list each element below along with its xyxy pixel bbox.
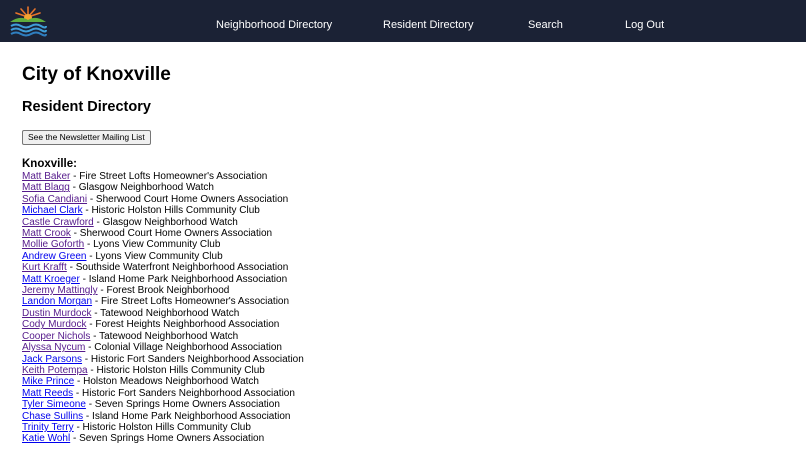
resident-association: - Tatewood Neighborhood Watch	[91, 307, 240, 319]
list-item	[22, 217, 784, 228]
list-item	[22, 376, 784, 387]
resident-association: - Seven Springs Home Owners Association	[70, 433, 265, 445]
resident-association: - Historic Holston Hills Community Club	[82, 205, 260, 217]
main-content	[0, 42, 806, 445]
list-item	[22, 194, 784, 205]
resident-association: - Forest Heights Neighborhood Association	[86, 319, 280, 331]
resident-name-link[interactable]: Landon Morgan	[22, 296, 93, 308]
resident-name-link[interactable]: Kurt Krafft	[22, 262, 67, 274]
resident-name-link[interactable]: Tyler Simeone	[22, 399, 86, 411]
resident-name-link[interactable]: Katie Wohl	[22, 433, 71, 445]
list-item	[22, 433, 784, 444]
page-title: City of Knoxville	[22, 64, 171, 85]
list-item	[22, 411, 784, 422]
resident-association: - Forest Brook Neighborhood	[97, 285, 230, 297]
resident-name-link[interactable]: Alyssa Nycum	[22, 342, 86, 354]
list-item	[22, 422, 784, 433]
resident-name-link[interactable]: Matt Kroeger	[22, 273, 80, 285]
resident-name-link[interactable]: Chase Sullins	[22, 410, 84, 422]
list-item	[22, 274, 784, 285]
resident-list	[22, 171, 784, 445]
resident-name-link[interactable]: Jeremy Mattingly	[22, 285, 98, 297]
resident-association: - Island Home Park Neighborhood Association	[79, 273, 288, 285]
resident-association: - Sherwood Court Home Owners Association	[70, 228, 273, 240]
resident-association: - Seven Springs Home Owners Association	[85, 399, 280, 411]
list-item	[22, 354, 784, 365]
nav-neighborhood-directory[interactable]: Neighborhood Directory	[216, 19, 333, 31]
resident-association: - Historic Fort Sanders Neighborhood Association	[73, 387, 295, 399]
resident-name-link[interactable]: Keith Potempa	[22, 364, 88, 376]
resident-association: - Fire Street Lofts Homeowner's Association	[70, 171, 268, 182]
city-section-heading: Knoxville:	[22, 158, 77, 170]
resident-name-link[interactable]: Mollie Goforth	[22, 239, 85, 251]
resident-name-link[interactable]: Jack Parsons	[22, 353, 83, 365]
resident-name-link[interactable]: Trinity Terry	[22, 421, 74, 433]
navbar	[0, 0, 806, 42]
list-item	[22, 388, 784, 399]
list-item	[22, 182, 784, 193]
resident-name-link[interactable]: Cooper Nichols	[22, 330, 91, 342]
list-item	[22, 171, 784, 182]
resident-association: - Historic Holston Hills Community Club	[87, 364, 265, 376]
resident-association: - Sherwood Court Home Owners Association	[87, 193, 289, 205]
resident-association: - Colonial Village Neighborhood Association	[85, 342, 282, 354]
list-item	[22, 285, 784, 296]
resident-name-link[interactable]: Michael Clark	[22, 205, 83, 217]
list-item	[22, 319, 784, 330]
list-item	[22, 228, 784, 239]
list-item	[22, 205, 784, 216]
resident-name-link[interactable]: Matt Reeds	[22, 387, 74, 399]
resident-association: - Historic Holston Hills Community Club	[73, 421, 251, 433]
resident-association: - Lyons View Community Club	[86, 250, 223, 262]
resident-name-link[interactable]: Sofia Candiani	[22, 193, 88, 205]
city-logo-icon[interactable]	[8, 4, 48, 38]
resident-name-link[interactable]: Matt Baker	[22, 171, 71, 182]
resident-name-link[interactable]: Matt Crook	[22, 228, 71, 240]
list-item	[22, 331, 784, 342]
newsletter-mailing-list-button[interactable]: See the Newsletter Mailing List	[22, 130, 151, 145]
resident-association: - Historic Fort Sanders Neighborhood Association	[82, 353, 304, 365]
page-subtitle: Resident Directory	[22, 99, 151, 115]
resident-association: - Lyons View Community Club	[84, 239, 221, 251]
list-item	[22, 239, 784, 250]
resident-association: - Tatewood Neighborhood Watch	[90, 330, 239, 342]
list-item	[22, 262, 784, 273]
nav-search[interactable]: Search	[528, 19, 563, 31]
resident-name-link[interactable]: Mike Prince	[22, 376, 75, 388]
resident-association: - Southside Waterfront Neighborhood Association	[66, 262, 289, 274]
list-item	[22, 308, 784, 319]
resident-association: - Fire Street Lofts Homeowner's Association	[92, 296, 290, 308]
resident-association: - Island Home Park Neighborhood Association	[83, 410, 291, 422]
resident-name-link[interactable]: Matt Blagg	[22, 182, 70, 194]
nav-resident-directory[interactable]: Resident Directory	[383, 19, 474, 31]
resident-name-link[interactable]: Andrew Green	[22, 250, 87, 262]
list-item	[22, 342, 784, 353]
list-item	[22, 296, 784, 307]
resident-association: - Glasgow Neighborhood Watch	[69, 182, 214, 194]
resident-name-link[interactable]: Dustin Murdock	[22, 307, 92, 319]
list-item	[22, 399, 784, 410]
list-item	[22, 365, 784, 376]
resident-name-link[interactable]: Castle Crawford	[22, 216, 94, 228]
resident-association: - Holston Meadows Neighborhood Watch	[74, 376, 259, 388]
nav-log-out[interactable]: Log Out	[625, 19, 665, 31]
resident-name-link[interactable]: Cody Murdock	[22, 319, 87, 331]
list-item	[22, 251, 784, 262]
resident-association: - Glasgow Neighborhood Watch	[93, 216, 238, 228]
